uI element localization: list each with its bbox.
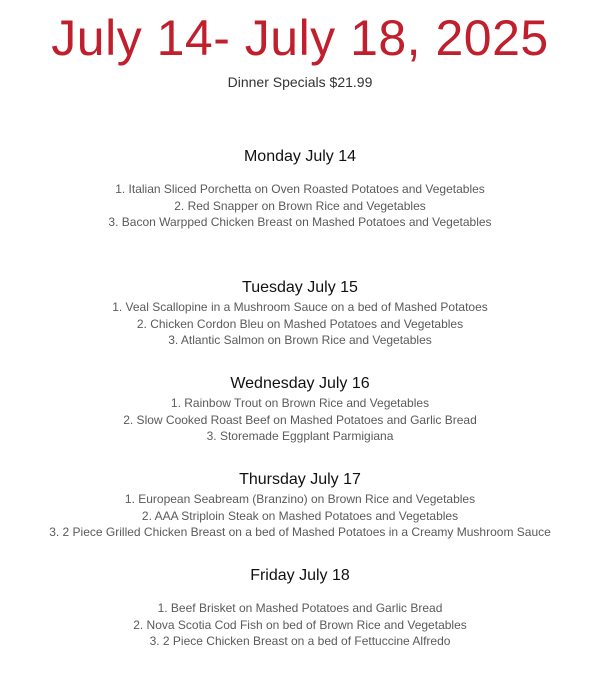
list-item: 1. European Seabream (Branzino) on Brown Rice and Vegetables <box>124 492 476 506</box>
list-item: 1. Beef Brisket on Mashed Potatoes and Garlic Bread <box>157 601 443 615</box>
day-heading: Monday July 14 <box>243 148 357 165</box>
day-section-friday <box>0 566 600 650</box>
day-heading: Thursday July 17 <box>239 471 361 488</box>
list-item: 3. 2 Piece Chicken Breast on a bed of Fettuccine Alfredo <box>149 634 451 648</box>
page-title: July 14- July 18, 2025 <box>51 10 549 66</box>
list-item: 2. Chicken Cordon Bleu on Mashed Potatoes and Vegetables <box>136 316 464 331</box>
day-heading: Friday July 18 <box>250 567 350 584</box>
list-item: 2. Nova Scotia Cod Fish on bed of Brown Rice and Vegetables <box>133 617 467 632</box>
list-item: 1. Italian Sliced Porchetta on Oven Roasted Potatoes and Vegetables <box>115 182 485 196</box>
list-item: 3. Atlantic Salmon on Brown Rice and Vegetables <box>168 333 432 347</box>
dish-list <box>0 600 600 650</box>
list-item: 1. Veal Scallopine in a Mushroom Sauce on a bed of Mashed Potatoes <box>112 300 488 314</box>
dish-list <box>0 395 600 445</box>
dish-list <box>0 491 600 541</box>
list-item: 3. Bacon Warpped Chicken Breast on Mashed Potatoes and Vegetables <box>108 215 492 229</box>
day-section-monday <box>0 147 600 231</box>
dish-list <box>0 299 600 349</box>
list-item: 3. 2 Piece Grilled Chicken Breast on a bed of Mashed Potatoes in a Creamy Mushroom Sauce <box>49 525 551 539</box>
day-section-wednesday <box>0 374 600 445</box>
list-item: 1. Rainbow Trout on Brown Rice and Vegetables <box>170 396 430 410</box>
day-heading: Wednesday July 16 <box>230 375 370 392</box>
day-section-tuesday <box>0 278 600 349</box>
list-item: 3. Storemade Eggplant Parmigiana <box>206 429 394 443</box>
dish-list <box>0 181 600 231</box>
list-item: 2. Red Snapper on Brown Rice and Vegetables <box>174 198 426 213</box>
day-heading: Tuesday July 15 <box>242 279 358 296</box>
list-item: 2. Slow Cooked Roast Beef on Mashed Potatoes and Garlic Bread <box>123 412 477 427</box>
list-item: 2. AAA Striploin Steak on Mashed Potatoes and Vegetables <box>141 508 459 523</box>
day-section-thursday <box>0 470 600 541</box>
page-subtitle: Dinner Specials $21.99 <box>227 74 373 90</box>
